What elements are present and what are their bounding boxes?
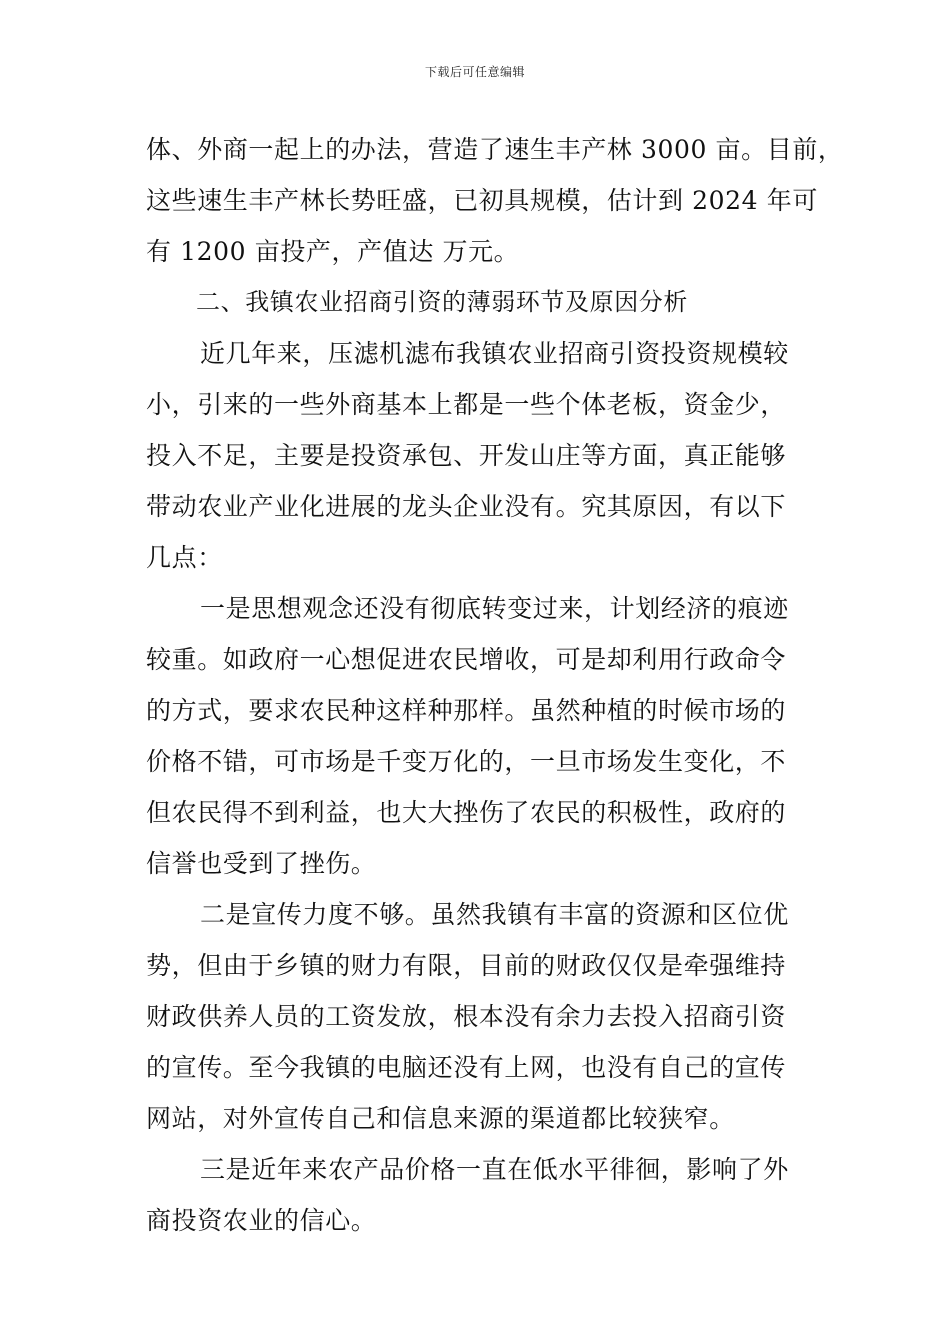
text-line: 体、外商一起上的办法，营造了速生丰产林 3000 亩。目前， (146, 135, 844, 164)
text-line: 的宣传。至今我镇的电脑还没有上网，也没有自己的宣传 (146, 1053, 787, 1082)
document-body (146, 124, 844, 1246)
text-line: 但农民得不到利益，也大大挫伤了农民的积极性，政府的 (146, 798, 787, 827)
text-line: 商投资农业的信心。 (146, 1206, 377, 1235)
text-line: 网站，对外宣传自己和信息来源的渠道都比较狭窄。 (146, 1104, 735, 1133)
paragraph-first-line: 近几年来，压滤机滤布我镇农业招商引资投资规模较 (200, 339, 789, 368)
page-header: 下载后可任意编辑 (424, 65, 525, 79)
text-line: 有 1200 亩投产，产值达 万元。 (146, 237, 520, 266)
text-line: 带动农业产业化进展的龙头企业没有。究其原因，有以下 (146, 492, 787, 521)
text-line: 几点： (146, 543, 223, 572)
text-line: 小，引来的一些外商基本上都是一些个体老板，资金少， (146, 390, 787, 419)
paragraph-first-line: 三是近年来农产品价格一直在低水平徘徊，影响了外 (200, 1155, 789, 1184)
text-line: 势，但由于乡镇的财力有限，目前的财政仅仅是牵强维持 (146, 951, 787, 980)
text-line: 信誉也受到了挫伤。 (146, 849, 377, 878)
paragraph-first-line: 二是宣传力度不够。虽然我镇有丰富的资源和区位优 (200, 900, 789, 929)
text-line: 的方式，要求农民种这样种那样。虽然种植的时候市场的 (146, 696, 787, 725)
section-heading: 二、我镇农业招商引资的薄弱环节及原因分析 (196, 288, 688, 316)
text-line: 价格不错，可市场是千变万化的，一旦市场发生变化，不 (146, 747, 787, 776)
text-line: 财政供养人员的工资发放，根本没有余力去投入招商引资 (146, 1002, 787, 1031)
text-line: 较重。如政府一心想促进农民增收，可是却利用行政命令 (146, 645, 787, 674)
paragraph-first-line: 一是思想观念还没有彻底转变过来，计划经济的痕迹 (200, 594, 789, 623)
text-line: 这些速生丰产林长势旺盛，已初具规模，估计到 2024 年可 (146, 186, 818, 215)
text-line: 投入不足，主要是投资承包、开发山庄等方面，真正能够 (146, 441, 787, 470)
